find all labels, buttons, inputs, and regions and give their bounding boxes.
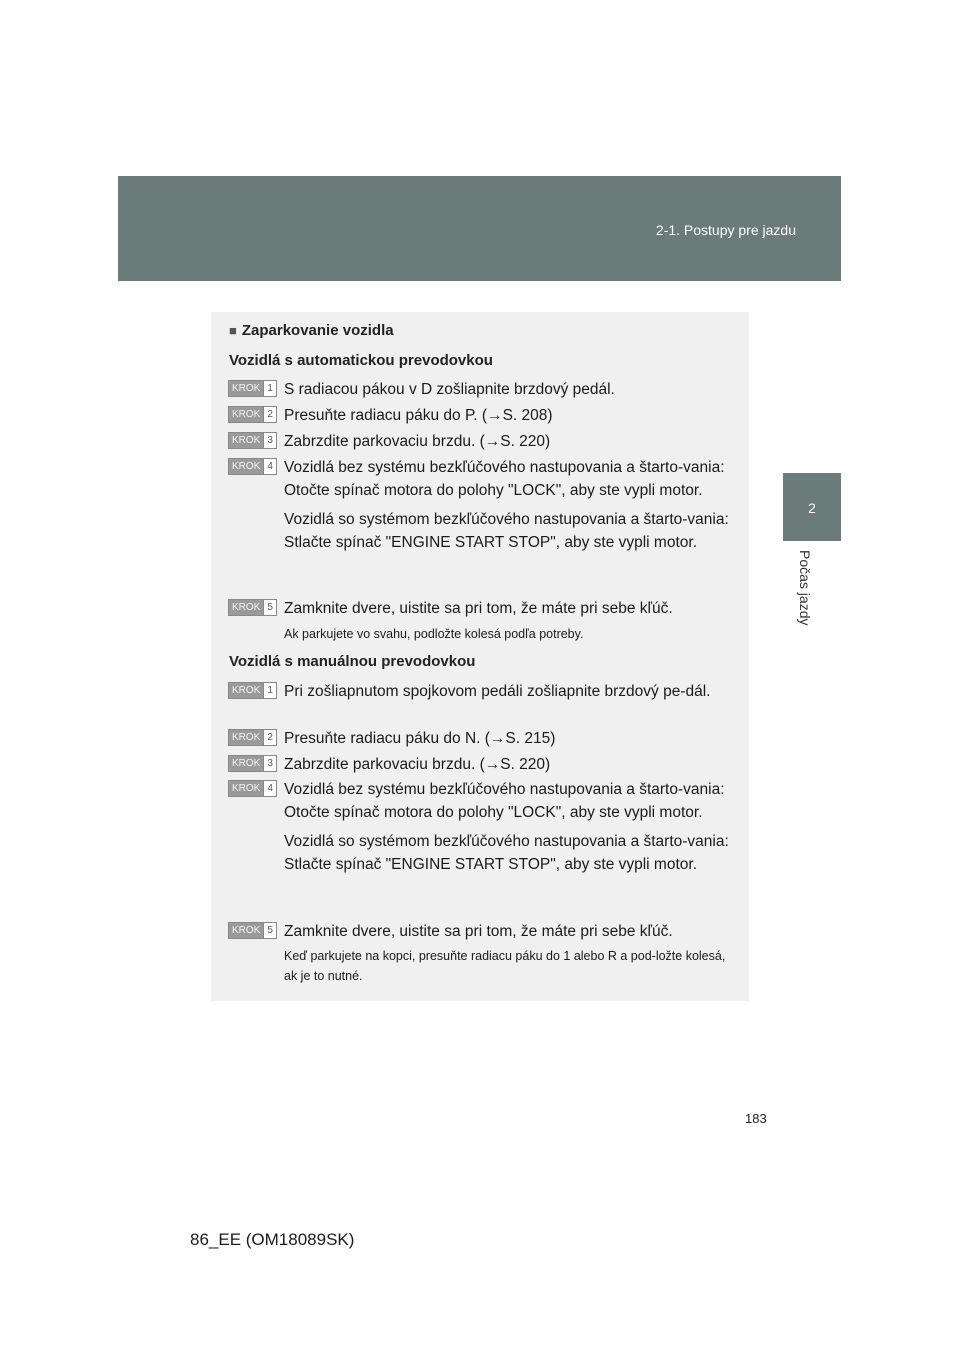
manual-note: Keď parkujete na kopci, presuňte radiacu páku do 1 alebo R a pod-ložte kolesá, ak je to nutné. [284,949,726,983]
section-title: 2-1. Postupy pre jazdu [655,222,796,238]
page-title-text: Zaparkovanie vozidla [241,322,394,339]
step-badge: KROK 3 [228,755,277,772]
step-text: Otočte spínač motora do polohy "LOCK", aby ste vypli motor. [284,482,703,499]
step-text: Vozidlá bez systému bezkľúčového nastupovania a štarto-vania: [284,459,725,476]
step-text: Zabrzdite parkovaciu brzdu. (→S. 220) [284,756,551,773]
step-text: Presuňte radiacu páku do P. (→S. 208) [284,407,553,424]
step-text: Zabrzdite parkovaciu brzdu. (→S. 220) [284,433,551,450]
manual-step-3 [228,753,732,776]
manual-step-4 [228,778,732,876]
manual-step-2 [228,727,732,750]
step-text: Stlačte spínač "ENGINE START STOP", aby ste vypli motor. [284,534,698,551]
step-text: S radiacou pákou v D zošliapnite brzdový pedál. [284,381,615,398]
automatic-note: Ak parkujete vo svahu, podložte kolesá podľa potreby. [284,627,584,641]
step-badge: KROK 5 [228,599,277,616]
document-code: 86_EE (OM18089SK) [190,1230,355,1249]
step-badge: KROK 4 [228,458,277,475]
header-band [118,176,841,281]
auto-step-3 [228,430,732,453]
step-badge: KROK 5 [228,922,277,939]
automatic-heading: Vozidlá s automatickou prevodovkou [229,352,493,369]
page-number: 183 [745,1111,767,1126]
chapter-label: Počas jazdy [797,550,813,626]
manual-step-1 [228,680,732,703]
step-badge: KROK 2 [228,729,277,746]
manual-step-5 [228,920,732,943]
step-badge: KROK 3 [228,432,277,449]
step-badge: KROK 1 [228,682,277,699]
auto-step-5 [228,597,732,620]
step-text: Vozidlá so systémom bezkľúčového nastupovania a štarto-vania: [284,833,729,850]
step-text: Pri zošliapnutom spojkovom pedáli zošliapnite brzdový pe-dál. [284,683,711,700]
square-bullet-icon: ■ [229,323,237,338]
step-text: Vozidlá so systémom bezkľúčového nastupovania a štarto-vania: [284,511,729,528]
step-text: Zamknite dvere, uistite sa pri tom, že máte pri sebe kľúč. [284,923,673,940]
step-text: Vozidlá bez systému bezkľúčového nastupovania a štarto-vania: [284,781,725,798]
content-box [211,312,749,1001]
manual-heading: Vozidlá s manuálnou prevodovkou [229,653,476,670]
step-badge: KROK 2 [228,406,277,423]
chapter-tab [783,473,841,541]
auto-step-2 [228,404,732,427]
step-text: Zamknite dvere, uistite sa pri tom, že máte pri sebe kľúč. [284,600,673,617]
auto-step-4 [228,456,732,554]
step-badge: KROK 4 [228,780,277,797]
chapter-number: 2 [808,500,816,516]
step-badge: KROK 1 [228,380,277,397]
page-title [229,322,394,339]
step-text: Otočte spínač motora do polohy "LOCK", aby ste vypli motor. [284,804,703,821]
auto-step-1 [228,378,732,401]
step-text: Presuňte radiacu páku do N. (→S. 215) [284,730,556,747]
step-text: Stlačte spínač "ENGINE START STOP", aby ste vypli motor. [284,856,698,873]
